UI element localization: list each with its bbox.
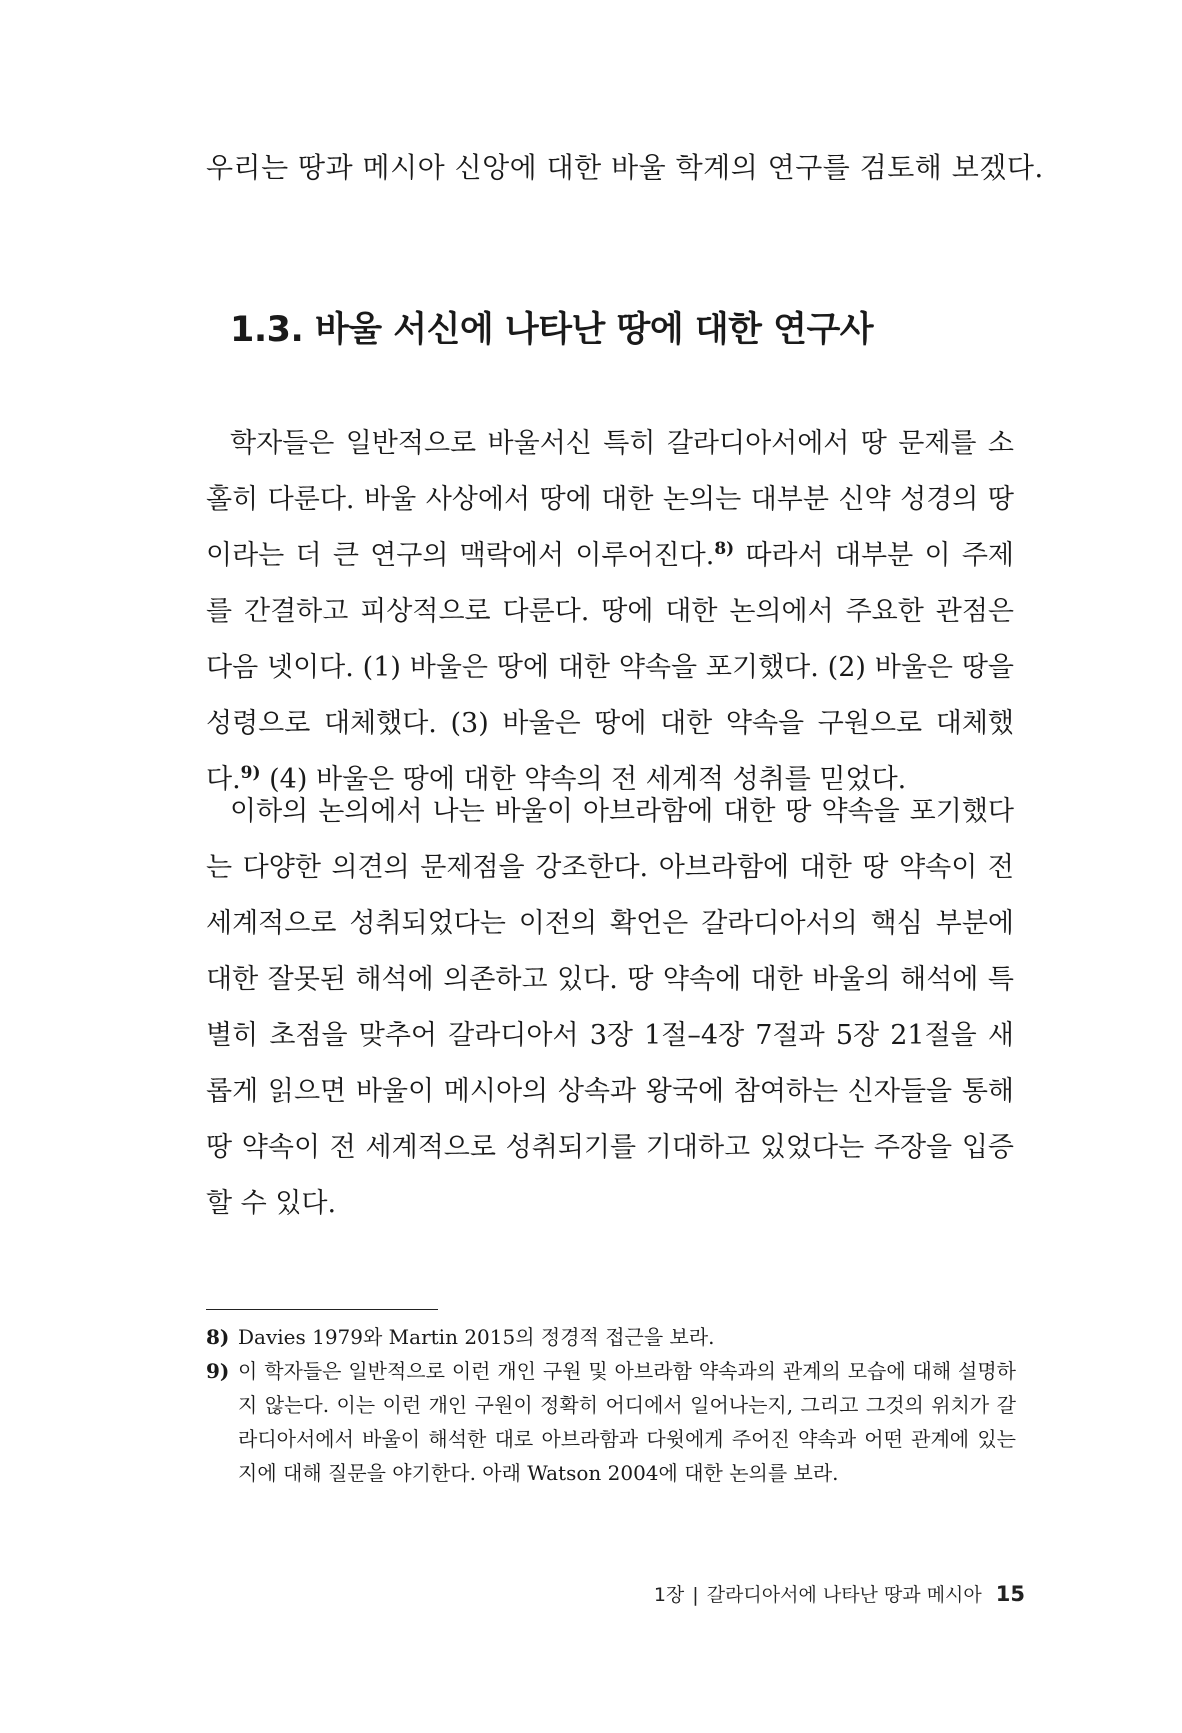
footnote-ref-9[interactable]: 9)	[240, 763, 261, 783]
body-paragraph-2	[206, 784, 1014, 1232]
paragraph-text: 따라서 대부분 이 주제를 간결하고 피상적으로 다룬다. 땅에 대한 논의에서 주요한 관점은 다음 넷이다. (1) 바울은 땅에 대한 약속을 포기했다. (2) 바울은 땅을 성령으로 대체했다. (3) 바울은 땅에 대한 약속을 구원으로 대체했다.	[206, 540, 1014, 795]
footnote-8	[206, 1320, 1016, 1354]
body-paragraph-1	[206, 416, 1014, 808]
intro-line: 우리는 땅과 메시아 신앙에 대한 바울 학계의 연구를 검토해 보겠다.	[206, 151, 1044, 184]
footnote-9	[206, 1354, 1016, 1490]
paragraph-text: (4) 바울은 땅에 대한 약속의 전 세계적 성취를 믿었다.	[260, 764, 907, 795]
footnote-text: Davies 1979와 Martin 2015의 정경적 접근을 보라.	[238, 1325, 715, 1349]
running-footer	[654, 1580, 1025, 1609]
footer-separator: |	[692, 1584, 699, 1606]
footnotes	[206, 1320, 1016, 1490]
footer-title: 갈라디아서에 나타난 땅과 메시아	[706, 1584, 982, 1606]
footnote-divider	[206, 1309, 438, 1310]
section-heading: 1.3. 바울 서신에 나타난 땅에 대한 연구사	[230, 310, 874, 350]
paragraph-text: 이하의 논의에서 나는 바울이 아브라함에 대한 땅 약속을 포기했다는 다양한 의견의 문제점을 강조한다. 아브라함에 대한 땅 약속이 전 세계적으로 성취되었다는 이전의 확언은 갈라디아서의 핵심 부분에 대한 잘못된 해석에 의존하고 있다. 땅 약속에 대한 바울의 해석에 특별히 초점을 맞추어 갈라디아서 3장 1절–4장 7절과 5장 21절을 새롭게 읽으면 바울이 메시아의 상속과 왕국에 참여하는 신자들을 통해 땅 약속이 전 세계적으로 성취되기를 기대하고 있었다는 주장을 입증할 수 있다.	[206, 796, 1014, 1219]
footnote-text: 이 학자들은 일반적으로 이런 개인 구원 및 아브라함 약속과의 관계의 모습에 대해 설명하지 않는다. 이는 이런 개인 구원이 정확히 어디에서 일어나는지, 그리고 그것의 위치가 갈라디아서에서 바울이 해석한 대로 아브라함과 다윗에게 주어진 약속과 어떤 관계에 있는지에 대해 질문을 야기한다. 아래 Watson 2004에 대한 논의를 보라.	[238, 1359, 1016, 1485]
footnote-ref-8[interactable]: 8)	[714, 539, 735, 559]
paragraph-text: 학자들은 일반적으로 바울서신 특히 갈라디아서에서 땅 문제를 소홀히 다룬다. 바울 사상에서 땅에 대한 논의는 대부분 신약 성경의 땅이라는 더 큰 연구의 맥락에서 이루어진다.	[206, 428, 1014, 571]
page-number: 15	[995, 1582, 1025, 1606]
footnote-number: 8)	[206, 1325, 230, 1349]
footer-chapter: 1장	[653, 1584, 685, 1606]
footnote-number: 9)	[206, 1359, 230, 1383]
